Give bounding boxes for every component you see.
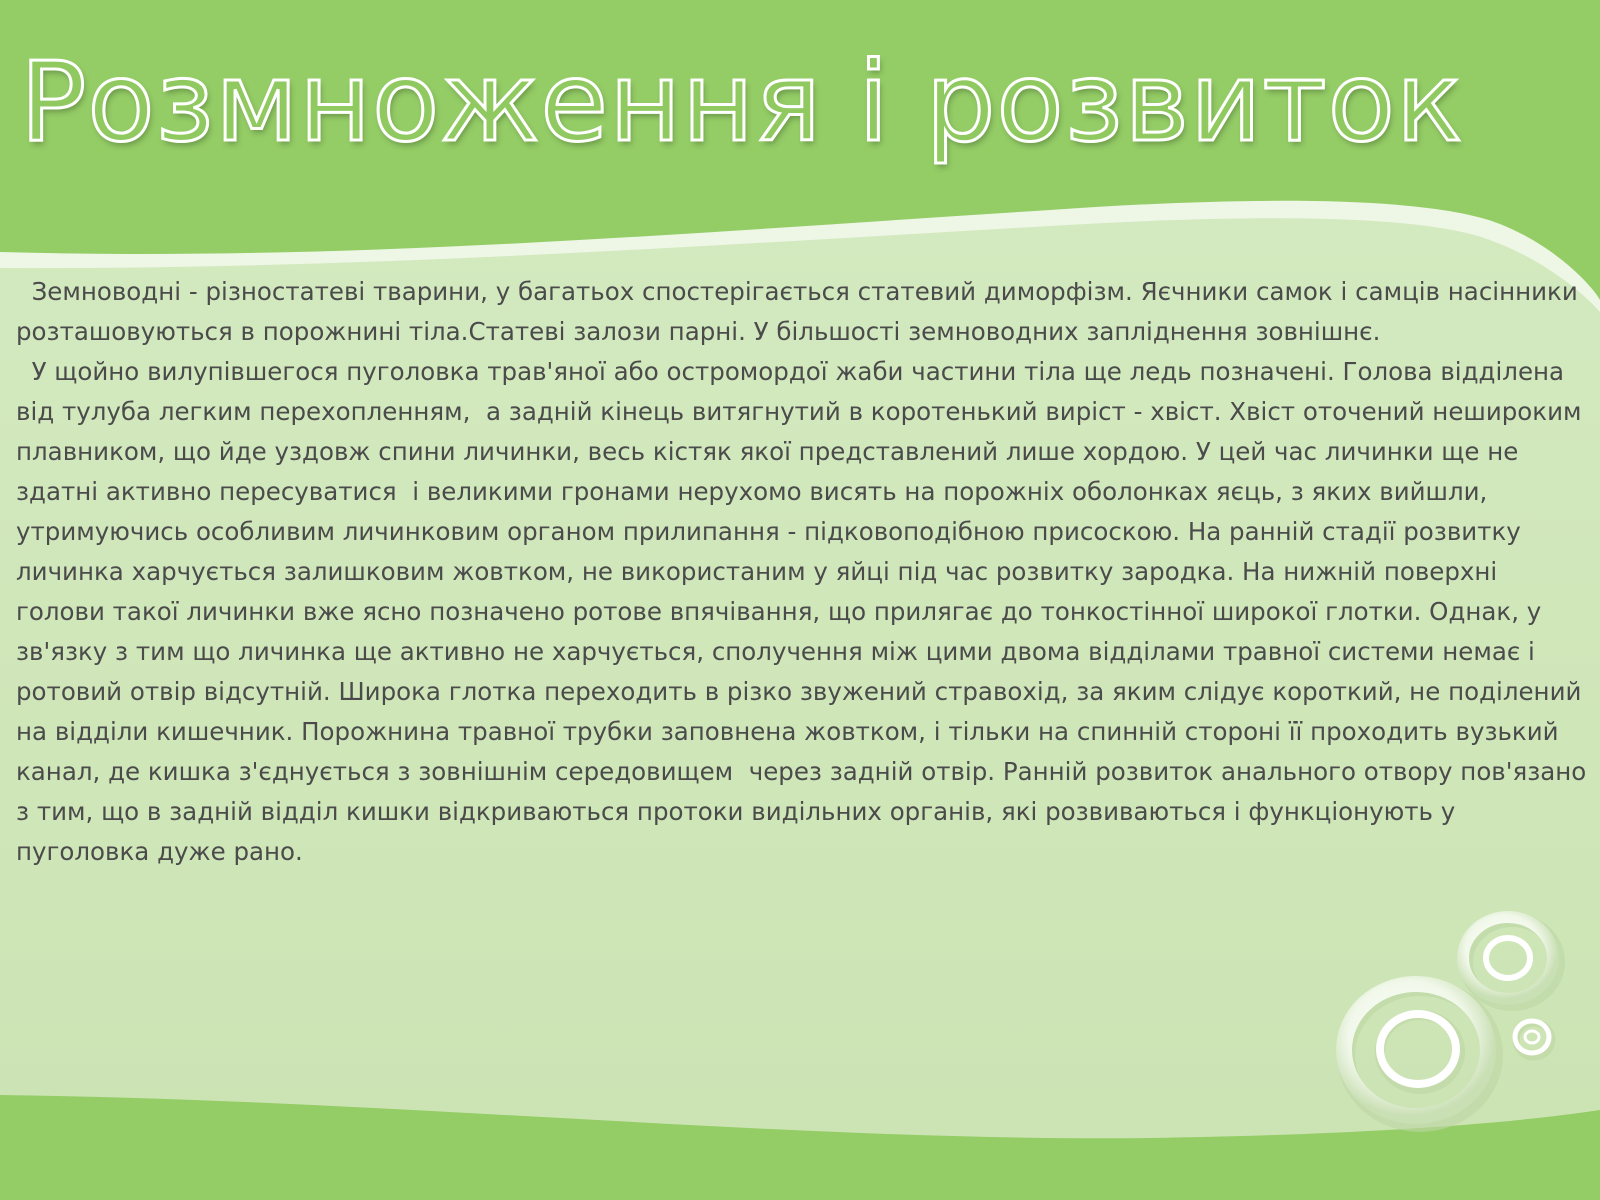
paragraph-sexual-dimorphism: Земноводні - різностатеві тварини, у багатьох спостерігається статевий диморфізм. Яєчники самок і самців насінники розташовуються в порожнині тіла.Статеві залози парні. У більшості земноводних запліднення зовнішнє. [16, 277, 1586, 346]
body-text [16, 272, 1595, 872]
paragraph-tadpole-development: У щойно вилупівшегося пуголовка трав'яної або остромордої жаби частини тіла ще ледь позначені. Голова відділена від тулуба легким перехопленням, а задній кінець витягнутий в коротенький вирiст - хвіст. Хвіст оточений нешироким плавником, що йде уздовж спини личинки, весь кістяк якої представлений лише хордою. У цей час личинки ще не здатні активно пересуватися і великими гронами нерухомо висять на порожніх оболонках яєць, з яких вийшли, утримуючись особливим личинковим органом прилипання - підковоподібною присоскою. На ранній стадії розвитку личинка харчується залишковим жовтком, не використаним у яйці під час розвитку зародка. На нижній поверхні голови такої личинки вже ясно позначено ротове впячівання, що прилягає до тонкостінної широкої глотки. Однак, у зв'язку з тим що личинка ще активно не харчується, сполучення між цими двома відділами травної системи немає і ротовий отвір відсутній. Широка глотка переходить в різко звужений стравохід, за яким слідує короткий, не поділений на відділи кишечник. Порожнина травної трубки заповнена жовтком, і тільки на спинній стороні її проходить вузький канал, де кишка з'єднується з зовнішнім середовищем через задній отвір. Ранній розвиток анального отвору пов'язано з тим, що в задній відділ кишки відкриваються протоки видільних органів, які розвиваються і функціонують у пуголовка дуже рано. [16, 357, 1595, 866]
slide-title: Розмноження і розвиток [20, 38, 1464, 166]
